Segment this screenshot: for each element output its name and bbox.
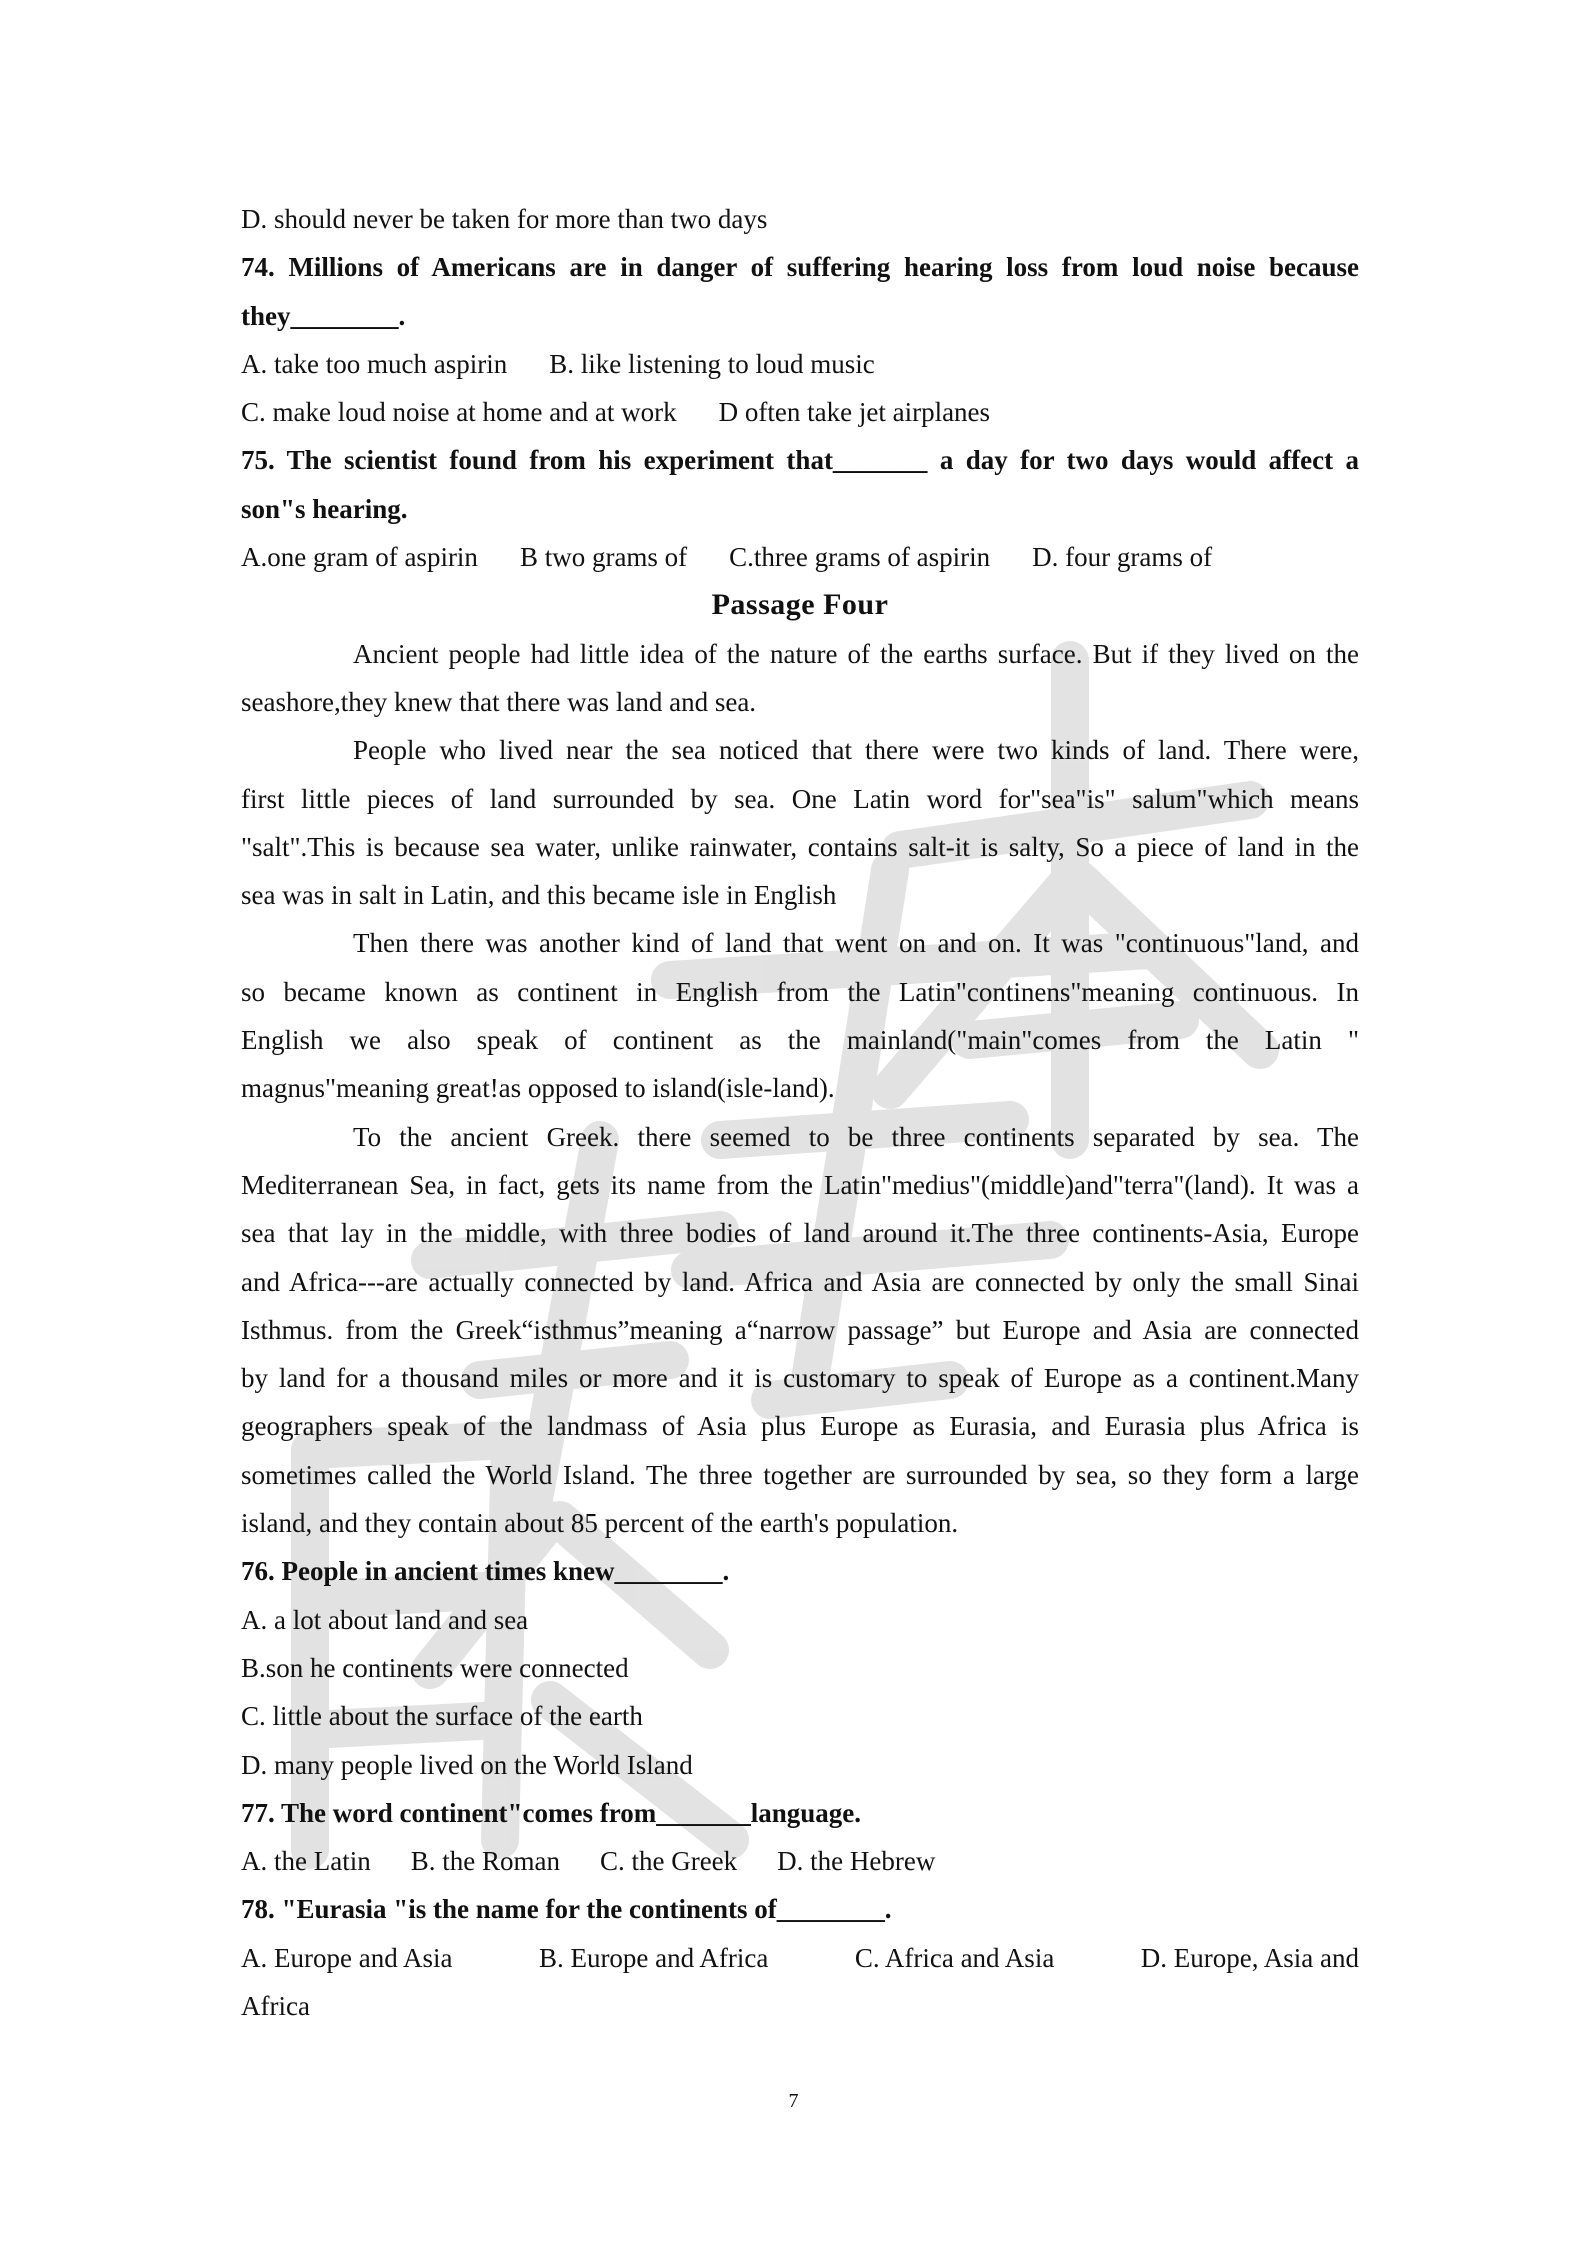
- q78-option-c: C. Africa and Asia: [854, 1942, 1055, 1973]
- q75-stem-continued: son"s hearing.: [241, 493, 408, 524]
- q78-option-d: D. Europe, Asia and: [1140, 1942, 1359, 1973]
- page-number: 7: [788, 2090, 799, 2112]
- q77-stem: 77. The word continent"comes from_______language.: [241, 1797, 861, 1828]
- q75-option-a: A.one gram of aspirin: [241, 542, 478, 573]
- q74-stem: 74. Millions of Americans are in danger of suffering hearing loss from loud noise because: [241, 252, 1359, 283]
- q74-option-b: B. like listening to loud music: [549, 348, 875, 379]
- passage-line: first little pieces of land surrounded by sea. One Latin word for"sea"is" salum"which means: [241, 783, 1359, 814]
- passage-body: [241, 630, 1359, 1548]
- passage-line: People who lived near the sea noticed that there were two kinds of land. There were,: [353, 735, 1359, 766]
- passage-heading: Passage Four: [711, 588, 889, 622]
- passage-line: so became known as continent in English from the Latin"continens"meaning continuous. In: [241, 976, 1359, 1007]
- passage-line: sometimes called the World Island. The three together are surrounded by sea, so they form a large: [241, 1459, 1359, 1490]
- passage-line: seashore,they knew that there was land and sea.: [241, 686, 757, 717]
- q76-option-b: B.son he continents were connected: [241, 1652, 629, 1683]
- q76-option-c: C. little about the surface of the earth: [241, 1701, 643, 1732]
- passage-line: Isthmus. from the Greek“isthmus”meaning a“narrow passage” but Europe and Asia are connected: [241, 1314, 1359, 1345]
- passage-line: Then there was another kind of land that went on and on. It was "continuous"land, and: [353, 928, 1359, 959]
- q74-option-a: A. take too much aspirin: [241, 348, 508, 379]
- passage-line: To the ancient Greek. there seemed to be three continents separated by sea. The: [353, 1121, 1359, 1152]
- q76-option-a: A. a lot about land and sea: [241, 1604, 529, 1635]
- q78-option-b: B. Europe and Africa: [538, 1942, 769, 1973]
- q75-options: [241, 533, 1359, 581]
- q74-options-row-2: [241, 388, 1359, 436]
- q73-option-d: D. should never be taken for more than two days: [241, 204, 768, 234]
- q77-option-b: B. the Roman: [410, 1846, 560, 1877]
- passage-line: English we also speak of continent as the mainland("main"comes from the Latin ": [241, 1025, 1359, 1056]
- q74-stem-continued: they________.: [241, 300, 406, 331]
- q78-option-a: A. Europe and Asia: [241, 1942, 453, 1973]
- passage-line: by land for a thousand miles or more and it is customary to speak of Europe as a continent.Many: [241, 1363, 1359, 1394]
- q75-option-b: B two grams of: [519, 542, 688, 573]
- document-content: [241, 195, 1359, 2030]
- passage-line: sea was in salt in Latin, and this became isle in English: [241, 880, 837, 911]
- passage-line: and Africa---are actually connected by land. Africa and Asia are connected by only the small Sinai: [241, 1266, 1359, 1297]
- q75-option-d: D. four grams of: [1032, 542, 1213, 573]
- passage-line: geographers speak of the landmass of Asia plus Europe as Eurasia, and Eurasia plus Africa is: [241, 1411, 1359, 1442]
- q76-option-d: D. many people lived on the World Island: [241, 1749, 693, 1780]
- passage-line: Ancient people had little idea of the nature of the earths surface. But if they lived on the: [353, 638, 1359, 669]
- q77-option-c: C. the Greek: [599, 1846, 738, 1877]
- passage-line: sea that lay in the middle, with three bodies of land around it.The three continents-Asia, Europe: [241, 1218, 1359, 1249]
- passage-line: island, and they contain about 85 percent of the earth's population.: [241, 1508, 959, 1539]
- q74-option-c: C. make loud noise at home and at work: [241, 397, 677, 428]
- q78-options: [241, 1934, 1359, 1982]
- q78-stem: 78. "Eurasia "is the name for the continents of________.: [241, 1894, 892, 1925]
- passage-line: magnus"meaning great!as opposed to island(isle-land).: [241, 1073, 835, 1104]
- q74-option-d: D often take jet airplanes: [718, 397, 991, 428]
- q77-options: [241, 1837, 1359, 1885]
- q77-option-a: A. the Latin: [241, 1846, 371, 1877]
- q76-stem: 76. People in ancient times knew________.: [241, 1556, 730, 1587]
- q75-stem: 75. The scientist found from his experiment that_______ a day for two days would affect a: [241, 445, 1359, 476]
- q75-option-c: C.three grams of aspirin: [729, 542, 991, 573]
- q78-option-d-continued: Africa: [241, 1990, 310, 2021]
- passage-line: "salt".This is because sea water, unlike rainwater, contains salt-it is salty, So a piece of land in the: [241, 831, 1359, 862]
- q74-options-row-1: [241, 340, 1359, 388]
- passage-line: Mediterranean Sea, in fact, gets its name from the Latin"medius"(middle)and"terra"(land). It was a: [241, 1169, 1359, 1200]
- q77-option-d: D. the Hebrew: [777, 1846, 936, 1877]
